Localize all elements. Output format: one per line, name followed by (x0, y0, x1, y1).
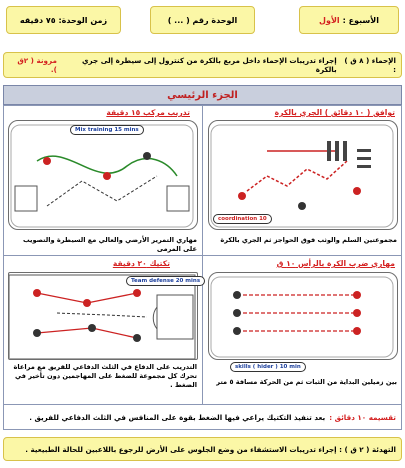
warmup-extra: مرونة ( ٢ق ). (17, 56, 57, 74)
drill-heading-title: مهاري ضرب الكرة بالرأس ١٠ ق (276, 259, 395, 268)
week-badge (299, 6, 399, 34)
drill-tactics-title: تكتيك ٢٠ دقيقة (112, 259, 170, 268)
drill-heading-diagram (208, 272, 398, 360)
week-value: الأول (319, 15, 340, 25)
week-label: الأسبوع : (342, 15, 379, 25)
warmup-strip (3, 52, 402, 78)
drill-coordination-caption: مجموعتين السلم والوثب فوق الحواجز ثم الجري بالكرة (220, 236, 397, 244)
row-divider (3, 255, 402, 256)
scrimmage-label: تقسيمه ١٠ دقائق : (329, 413, 396, 422)
drill-mix-title: تدريب مركب ١٥ دقيقة (106, 108, 190, 117)
warmup-label: الإحماء ( ٨ ق ) : (344, 56, 396, 74)
unit-label: الوحدة رقم ( ... ) (167, 15, 238, 25)
cooldown-label: التهدئة ( ٢ ق ) : (339, 444, 396, 454)
drill-mix-caption: مهاري التمرير الأرضي والعالي مع السيطرة والتصويب على المرمى (23, 236, 197, 253)
time-badge (6, 6, 121, 34)
main-title-text: الجزء الرئيسي (167, 89, 238, 101)
main-section-title (3, 85, 402, 105)
drill-tactics-tag: Team defense 20 mins (126, 276, 205, 286)
drill-mix-diagram (8, 120, 198, 230)
scrimmage-text: بعد تنفيذ التكتيك يراعي فيها الضغط بقوة على المنافس في الثلث الدفاعي للفريق . (29, 413, 326, 422)
drill-tactics-caption: التدريب على الدفاع في الثلث الدفاعي للفريق مع مراعاة تحرك كل مجموعة للضغط على المهاجمين دون تأخير في الضغط . (13, 363, 197, 389)
cooldown-strip (3, 437, 402, 461)
scrimmage-row (3, 404, 402, 430)
warmup-text: إجراء تدريبات الإحماء داخل مربع بالكرة من كنترول إلى سيطرة إلى جري بالكرة (81, 56, 337, 74)
unit-badge (150, 6, 255, 34)
drill-heading-caption: بين زميلين البداية من الثبات ثم من الحركة مسافة ٥ متر (216, 378, 397, 386)
drill-coordination-tag: coordination 10 (213, 214, 272, 224)
time-label: زمن الوحدة: ٧٥ دقيقه (19, 15, 108, 25)
drill-mix-tag: Mix training 15 mins (70, 125, 144, 135)
drill-coordination-title: توافق ( ١٠ دقائق ) الجري بالكرة (274, 108, 395, 117)
drill-heading-tag: skills ( hider ) 10 min (230, 362, 306, 372)
cooldown-text: إجراء تدريبات الاستشفاء من وضع الجلوس على الأرض للرجوع باللاعبين للحالة الطبيعية . (25, 444, 337, 454)
